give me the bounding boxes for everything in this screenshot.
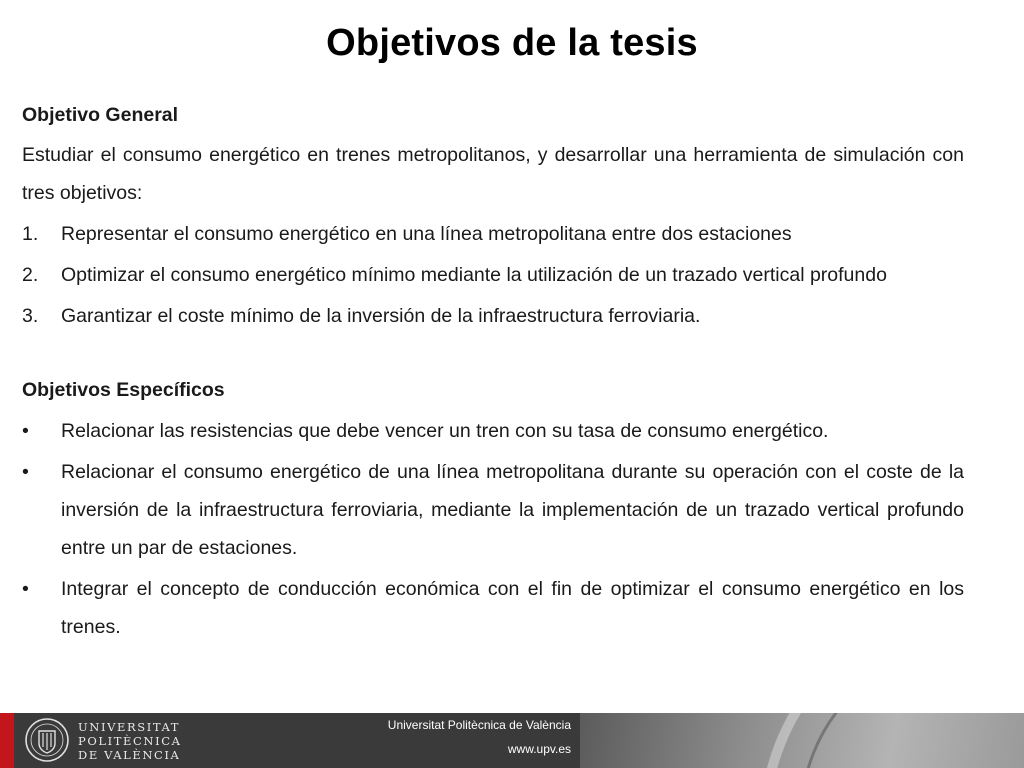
list-item-text: Representar el consumo energético en una línea metropolitana entre dos estaciones — [61, 223, 792, 245]
logo-wordmark — [78, 720, 182, 762]
specific-objectives-heading: Objetivos Específicos — [22, 379, 225, 401]
logo-line: UNIVERSITAT — [78, 720, 181, 734]
list-item-text: Integrar el concepto de conducción económica con el fin de optimizar el consumo energético en los trenes. — [61, 578, 964, 638]
section-spacer — [22, 335, 964, 371]
logo-line: DE VALÈNCIA — [78, 748, 181, 762]
list-number: 2. — [22, 264, 39, 286]
footer-url-link[interactable]: www.upv.es — [507, 742, 571, 756]
slide-content — [22, 96, 964, 646]
general-objectives-list — [22, 215, 964, 335]
bullet-icon: • — [22, 420, 29, 442]
footer-university-name: Universitat Politècnica de València — [387, 718, 571, 732]
footer-bar — [0, 713, 1024, 768]
list-item — [22, 215, 964, 253]
list-item-text: Relacionar las resistencias que debe vencer un tren con su tasa de consumo energético. — [61, 420, 829, 442]
slide-title: Objetivos de la tesis — [326, 22, 698, 64]
list-number: 1. — [22, 223, 39, 245]
university-seal-icon — [24, 717, 70, 763]
logo-line: POLITÈCNICA — [78, 734, 182, 748]
bullet-icon: • — [22, 578, 29, 600]
general-objective-heading: Objetivo General — [22, 104, 179, 126]
specific-objectives-list — [22, 412, 964, 646]
list-number: 3. — [22, 305, 39, 327]
list-item-text: Relacionar el consumo energético de una línea metropolitana durante su operación con el coste de la inversión de la infraestructura ferroviaria, mediante la implementación de un trazado vertical profundo entre un par de estaciones. — [61, 461, 964, 559]
bullet-icon: • — [22, 461, 29, 483]
list-item — [22, 570, 964, 646]
list-item-text: Optimizar el consumo energético mínimo mediante la utilización de un trazado vertical profundo — [61, 264, 887, 286]
university-logo[interactable] — [24, 717, 204, 765]
list-item-text: Garantizar el coste mínimo de la inversión de la infraestructura ferroviaria. — [61, 305, 701, 327]
seal-watermark-inner — [800, 713, 1024, 768]
general-objective-intro: Estudiar el consumo energético en trenes metropolitanos, y desarrollar una herramienta de simulación con tres objetivos: — [22, 144, 964, 204]
list-item — [22, 256, 964, 294]
list-item — [22, 453, 964, 567]
brand-accent-strip — [0, 713, 14, 768]
list-item — [22, 297, 964, 335]
list-item — [22, 412, 964, 450]
